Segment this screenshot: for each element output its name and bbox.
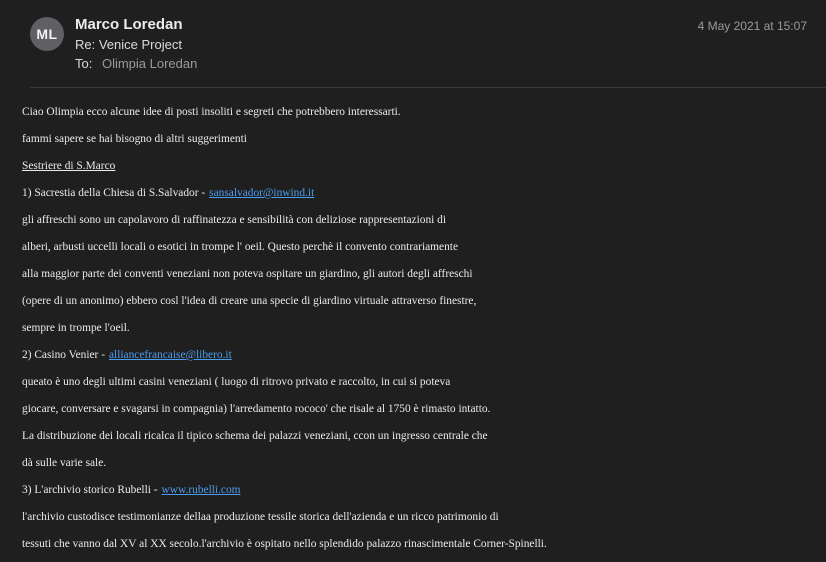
item-1-text-line: sempre in trompe l'oeil. <box>22 322 130 334</box>
item-1-title: 1) Sacrestia della Chiesa di S.Salvador - <box>22 187 206 199</box>
avatar: ML <box>30 17 64 51</box>
note-line: fammi sapere se hai bisogno di altri suggerimenti <box>22 133 247 145</box>
item-2-text-line: dà sulle varie sale. <box>22 457 107 469</box>
sender-name[interactable]: Marco Loredan <box>75 16 183 33</box>
section-title <box>22 158 816 185</box>
item-1-text-line: gli affreschi sono un capolavoro di raffinatezza e sensibilità con deliziose rappresentazioni di <box>22 214 447 226</box>
item-2-email-link[interactable]: alliancefrancaise@libero.it <box>109 349 232 361</box>
email-body <box>22 104 816 562</box>
header-divider <box>30 87 826 88</box>
item-3-title: 3) L'archivio storico Rubelli - <box>22 484 158 496</box>
item-1-text-line: alla maggior parte dei conventi veneziani non poteva ospitare un giardino, gli autori degli affreschi <box>22 268 473 280</box>
item-2-title: 2) Casino Venier - <box>22 349 105 361</box>
item-1-text-line: (opere di un anonimo) ebbero cosl l'idea di creare una specie di giardino virtuale attraverso finestre, <box>22 295 477 307</box>
to-label: To: <box>75 56 93 71</box>
item-1-text-line: alberi, arbusti uccelli locali o esotici in trompe l' oeil. Questo perchè il convento contrariamente <box>22 241 459 253</box>
item-1-email-link[interactable]: sansalvador@inwind.it <box>209 187 315 199</box>
item-3-title-line <box>22 482 816 509</box>
item-2-text-line: queato è uno degli ultimi casini veneziani ( luogo di ritrovo privato e raccolto, in cui si poteva <box>22 376 451 388</box>
recipient-row <box>75 56 197 71</box>
recipient-name[interactable]: Olimpia Loredan <box>101 56 198 71</box>
item-2-title-line <box>22 347 816 374</box>
item-3-text-line: l'archivio custodisce testimonianze dellaa produzione tessile storica dell'azienda e un ricco patrimonio di <box>22 511 499 523</box>
item-3-text-line: tessuti che vanno dal XV al XX secolo.l'archivio è ospitato nello splendido palazzo rinascimentale Corner-Spinelli. <box>22 538 547 550</box>
item-3-web-link[interactable]: www.rubelli.com <box>161 484 241 496</box>
email-date: 4 May 2021 at 15:07 <box>697 19 807 33</box>
item-2-text-line: giocare, conversare e svagarsi in compagnia) l'arredamento rococo' che risale al 1750 è rimasto intatto. <box>22 403 491 415</box>
item-2-text-line: La distribuzione dei locali ricalca il tipico schema dei palazzi veneziani, ccon un ingresso centrale che <box>22 430 488 442</box>
email-subject: Re: Venice Project <box>75 37 182 52</box>
item-1-title-line <box>22 185 816 212</box>
section-title-text: Sestriere di S.Marco <box>22 160 116 172</box>
email-header <box>0 0 826 88</box>
greeting-line: Ciao Olimpia ecco alcune idee di posti insoliti e segreti che potrebbero interessarti. <box>22 106 401 118</box>
